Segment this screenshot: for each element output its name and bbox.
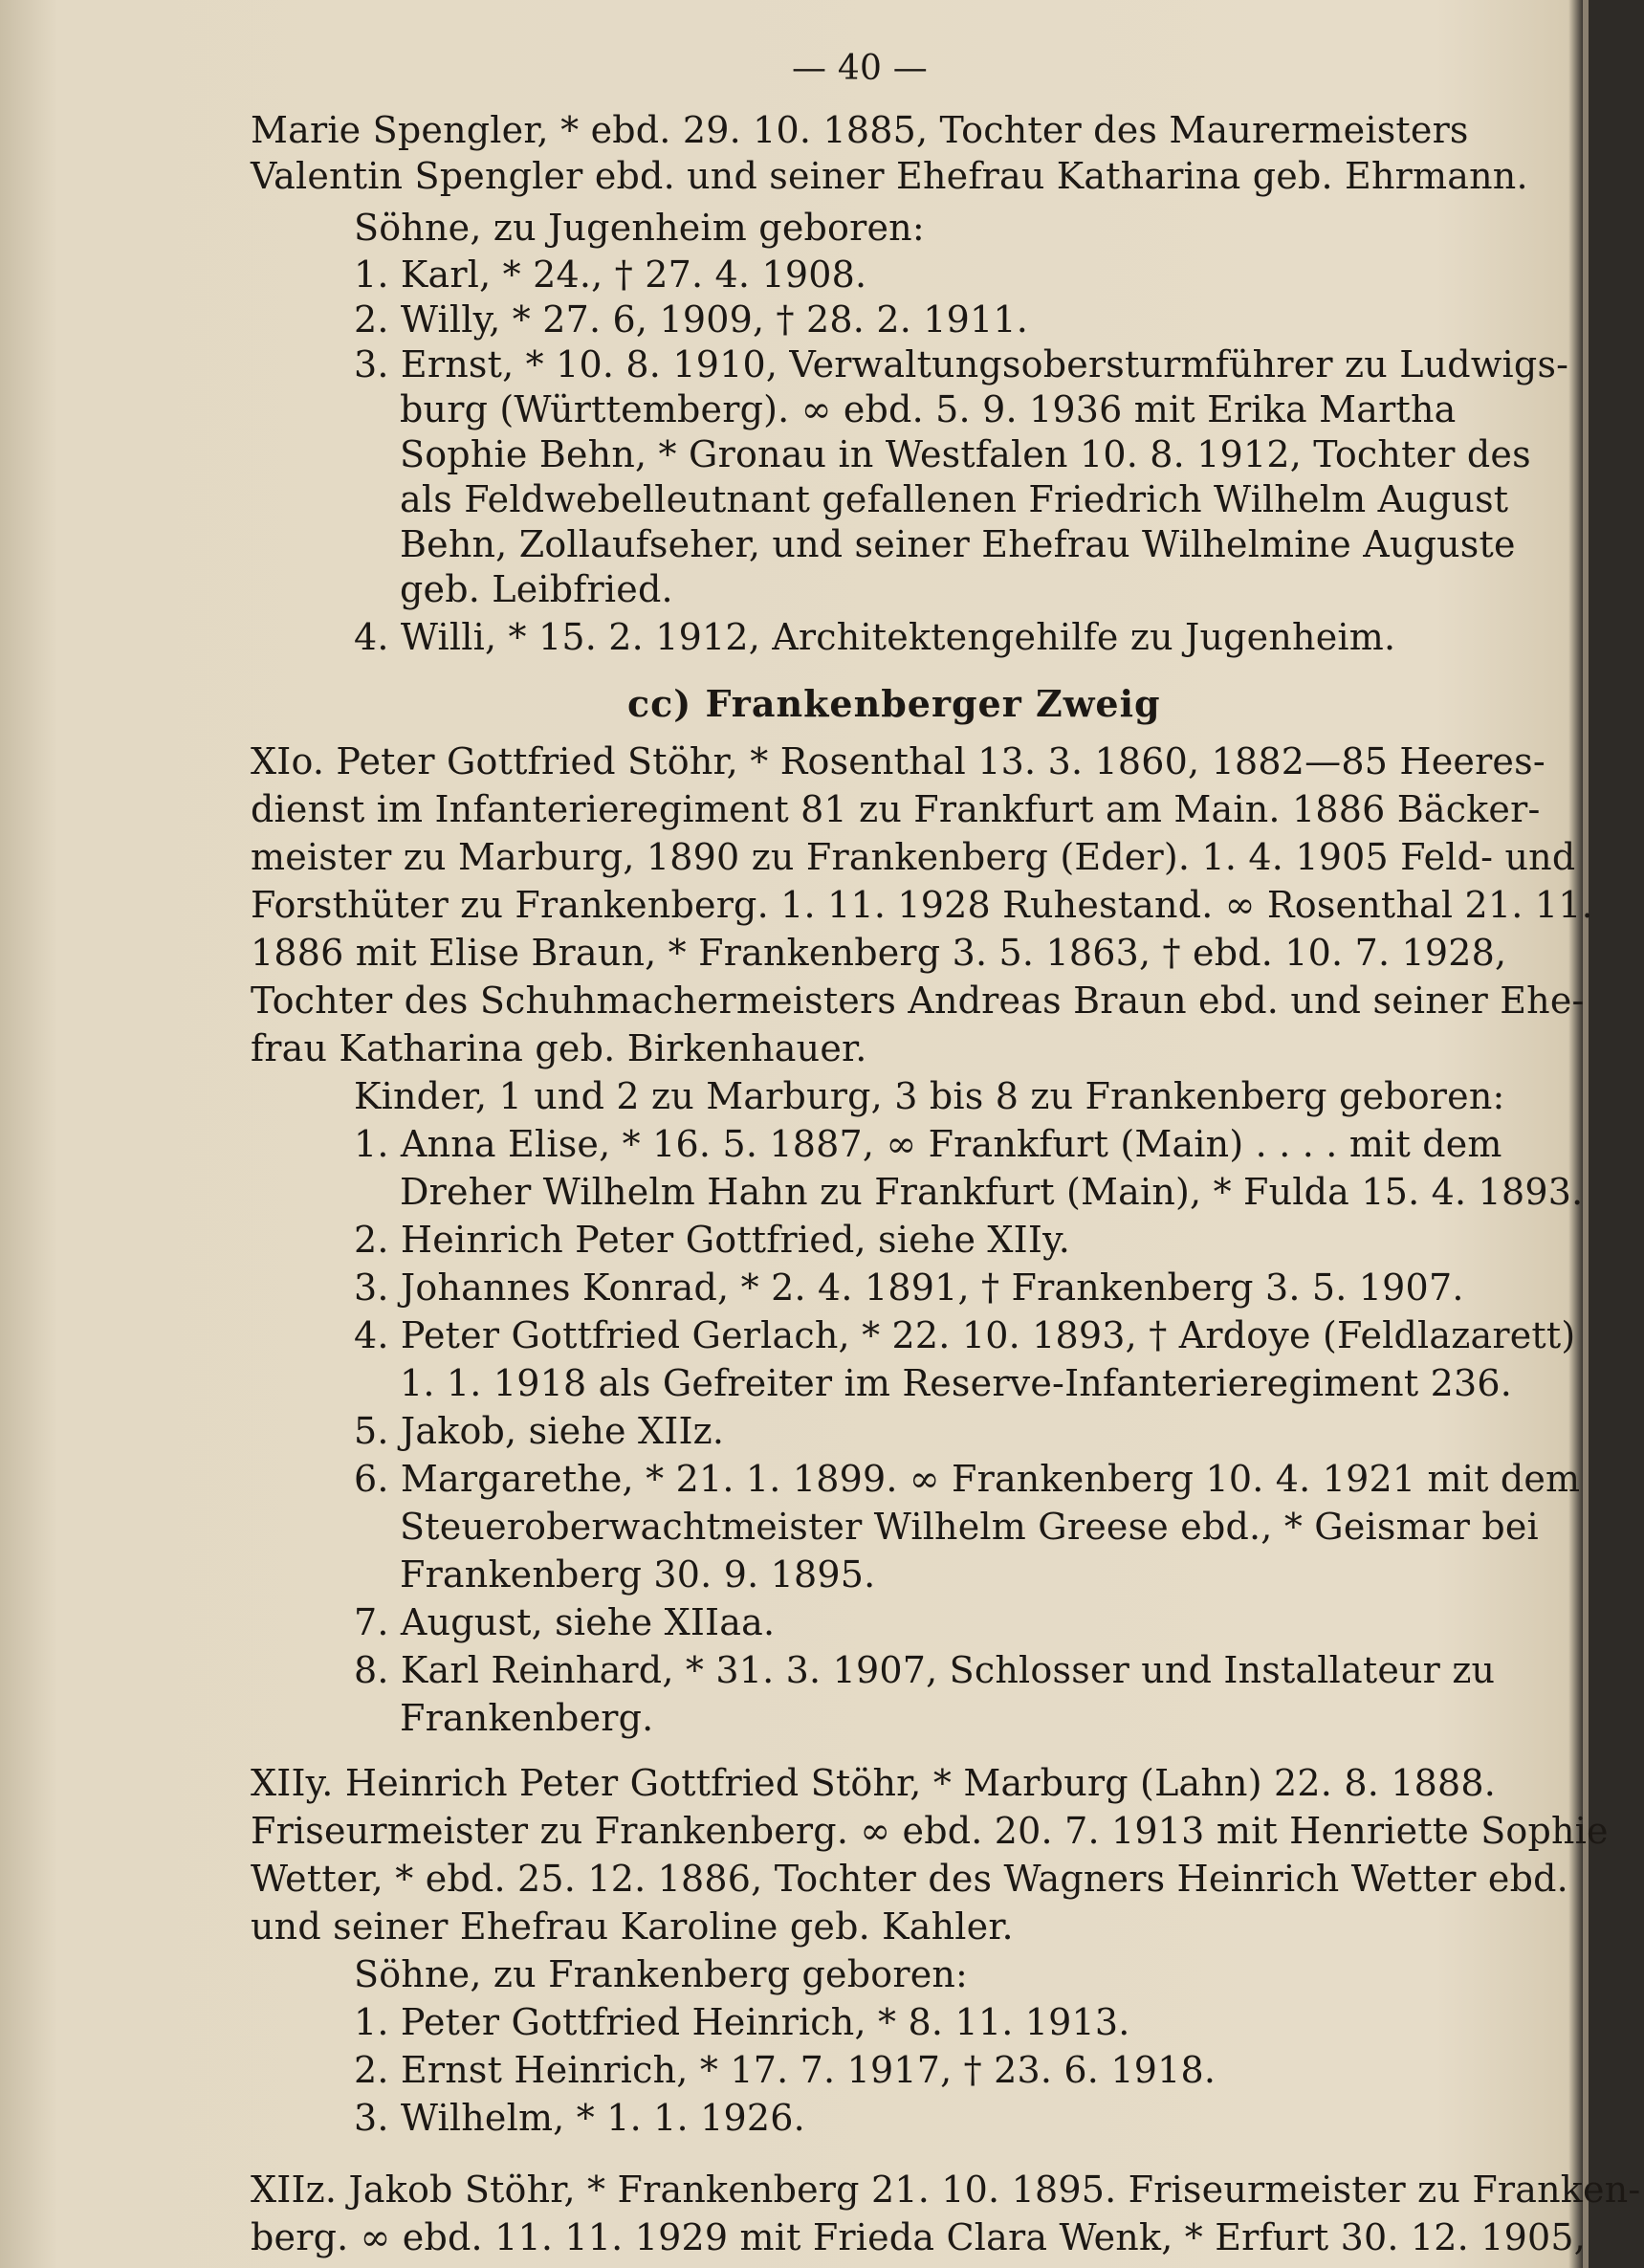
text-line: Frankenberg 30. 9. 1895. bbox=[400, 1553, 876, 1596]
text-line: berg. ∞ ebd. 11. 11. 1929 mit Frieda Clara Wenk, * Erfurt 30. 12. 1905, bbox=[251, 2216, 1587, 2258]
text-line: Söhne, zu Frankenberg geboren: bbox=[354, 1953, 969, 1995]
text-line: Kinder, 1 und 2 zu Marburg, 3 bis 8 zu Frankenberg geboren: bbox=[354, 1075, 1505, 1117]
text-line: XIIz. Jakob Stöhr, * Frankenberg 21. 10. 1895. Friseurmeister zu Franken- bbox=[251, 2169, 1641, 2211]
list-item: 2. Willy, * 27. 6, 1909, † 28. 2. 1911. bbox=[354, 298, 1029, 341]
text-line: Sophie Behn, * Gronau in Westfalen 10. 8. 1912, Tochter des bbox=[400, 433, 1531, 475]
text-line: XIo. Peter Gottfried Stöhr, * Rosenthal 13. 3. 1860, 1882—85 Heeres- bbox=[251, 740, 1545, 782]
text-line: Forsthüter zu Frankenberg. 1. 11. 1928 Ruhestand. ∞ Rosenthal 21. 11. bbox=[251, 884, 1593, 926]
page-number: — 40 — bbox=[792, 49, 928, 88]
text-line: meister zu Marburg, 1890 zu Frankenberg (Eder). 1. 4. 1905 Feld- und bbox=[251, 836, 1576, 878]
text-line: Steueroberwachtmeister Wilhelm Greese ebd., * Geismar bei bbox=[400, 1506, 1539, 1548]
list-item: 4. Peter Gottfried Gerlach, * 22. 10. 1893, † Ardoye (Feldlazarett) bbox=[354, 1314, 1576, 1356]
list-item: 2. Heinrich Peter Gottfried, siehe XIIy. bbox=[354, 1219, 1070, 1261]
list-item: 8. Karl Reinhard, * 31. 3. 1907, Schlosser und Installateur zu bbox=[354, 1649, 1496, 1691]
list-item: 5. Jakob, siehe XIIz. bbox=[354, 1410, 725, 1452]
list-item: 7. August, siehe XIIaa. bbox=[354, 1601, 776, 1643]
section-heading: cc) Frankenberger Zweig bbox=[627, 682, 1161, 725]
text-line: Tochter des Schuhmachermeisters Andreas Braun ebd. und seiner Ehe- bbox=[251, 980, 1585, 1022]
text-line: Söhne, zu Jugenheim geboren: bbox=[354, 207, 925, 249]
text-line: Frankenberg. bbox=[400, 1697, 654, 1739]
list-item: 3. Wilhelm, * 1. 1. 1926. bbox=[354, 2097, 805, 2139]
text-line: Wetter, * ebd. 25. 12. 1886, Tochter des Wagners Heinrich Wetter ebd. bbox=[251, 1858, 1568, 1900]
text-line: 1. 1. 1918 als Gefreiter im Reserve-Infanterieregiment 236. bbox=[400, 1362, 1513, 1404]
list-item: 1. Peter Gottfried Heinrich, * 8. 11. 1913. bbox=[354, 2001, 1130, 2043]
text-line: und seiner Ehefrau Karoline geb. Kahler. bbox=[251, 1905, 1014, 1948]
text-line: frau Katharina geb. Birkenhauer. bbox=[251, 1027, 867, 1069]
text-line: 1886 mit Elise Braun, * Frankenberg 3. 5. 1863, † ebd. 10. 7. 1928, bbox=[251, 932, 1507, 974]
text-line: dienst im Infanterieregiment 81 zu Frankfurt am Main. 1886 Bäcker- bbox=[251, 788, 1541, 830]
list-item: 2. Ernst Heinrich, * 17. 7. 1917, † 23. 6. 1918. bbox=[354, 2049, 1217, 2091]
list-item: 6. Margarethe, * 21. 1. 1899. ∞ Frankenberg 10. 4. 1921 mit dem bbox=[354, 1458, 1581, 1500]
text-line: Behn, Zollaufseher, und seiner Ehefrau Wilhelmine Auguste bbox=[400, 523, 1516, 565]
text-line: XIIy. Heinrich Peter Gottfried Stöhr, * Marburg (Lahn) 22. 8. 1888. bbox=[251, 1762, 1497, 1804]
text-line: geb. Leibfried. bbox=[400, 568, 673, 610]
text-line: Dreher Wilhelm Hahn zu Frankfurt (Main), * Fulda 15. 4. 1893. bbox=[400, 1171, 1584, 1213]
list-item: 1. Anna Elise, * 16. 5. 1887, ∞ Frankfurt (Main) . . . . mit dem bbox=[354, 1123, 1502, 1165]
text-line: burg (Württemberg). ∞ ebd. 5. 9. 1936 mit Erika Martha bbox=[400, 388, 1457, 430]
list-item: 4. Willi, * 15. 2. 1912, Architektengehilfe zu Jugenheim. bbox=[354, 616, 1396, 658]
text-line: Marie Spengler, * ebd. 29. 10. 1885, Tochter des Maurermeisters bbox=[251, 109, 1469, 151]
text-line: als Feldwebelleutnant gefallenen Friedrich Wilhelm August bbox=[400, 478, 1509, 520]
list-item: 1. Karl, * 24., † 27. 4. 1908. bbox=[354, 253, 867, 296]
text-line: Friseurmeister zu Frankenberg. ∞ ebd. 20. 7. 1913 mit Henriette Sophie bbox=[251, 1810, 1609, 1852]
list-item: 3. Johannes Konrad, * 2. 4. 1891, † Frankenberg 3. 5. 1907. bbox=[354, 1266, 1464, 1309]
text-line: Valentin Spengler ebd. und seiner Ehefrau Katharina geb. Ehrmann. bbox=[251, 155, 1528, 197]
list-item: 3. Ernst, * 10. 8. 1910, Verwaltungsobersturmführer zu Ludwigs- bbox=[354, 343, 1569, 385]
